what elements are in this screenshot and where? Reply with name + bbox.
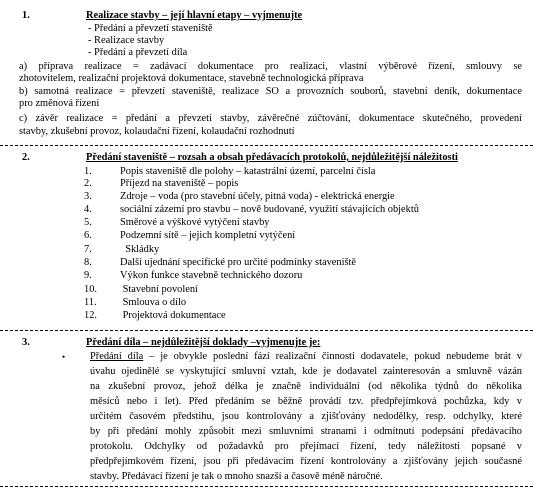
item-number: 3. (84, 191, 92, 202)
item-text: Podzemní sítě – jejich kompletní vytýčení (120, 230, 296, 241)
paragraph-line: stavby, zkušební provoz, kolaudační řízení, kolaudační rozhodnutí (19, 126, 295, 137)
list-item: - Předání a převzetí staveniště (88, 23, 213, 34)
paragraph-line: c) závěr realizace = předání a převzetí stavby, závěrečné zúčtování, dokumentace skutečného, provedení (19, 113, 522, 124)
item-number: 7. (84, 244, 92, 255)
paragraph-line: protokolu. Odchylky od požadavků pro přejímací řízení, tedy náležitosti popsané v (90, 441, 522, 452)
section-number: 3. (22, 337, 30, 348)
section-divider (0, 145, 533, 146)
paragraph-line: předpřejímkovém řízení, jsou při předávacím řízení kontrolovány a zjišťovány jejich současné (90, 456, 522, 467)
item-number: 5. (84, 217, 92, 228)
item-text: Skládky (120, 244, 160, 255)
list-item: - Předání a převzetí díla (88, 47, 188, 58)
item-number: 9. (84, 270, 92, 281)
bullet-icon: • (62, 352, 66, 362)
item-text: Zdroje – voda (pro stavební účely, pitná voda) - elektrická energie (120, 191, 395, 202)
section-title: Předání staveniště – rozsah a obsah předávacích protokolů, nejdůležitější náležitosti (86, 152, 458, 163)
paragraph-line (90, 351, 522, 363)
section-title: Předání díla – nejdůležitější doklady –vyjmenujte je: (86, 337, 321, 348)
paragraph-line: a) příprava realizace = zadávací dokumentace pro realizaci, vlastní výběrové řízení, smlouvy se (19, 61, 522, 72)
item-text: Výkon funkce stavebně technického dozoru (120, 270, 303, 281)
paragraph-line: stavby. Předávací řízení je tak o mnoho snazší a časově méně náročné. (90, 471, 383, 482)
paragraph-line: pro změnová řízení (19, 98, 100, 109)
paragraph-line: zhotovitelem, realizační projektová dokumentace, stavebně technologická příprava (19, 73, 364, 84)
paragraph-line: na zkušební provoz, jehož délka je značně individuální (od několika týdnů do několika (90, 381, 522, 392)
item-text: Projektová dokumentace (120, 310, 226, 321)
item-number: 8. (84, 257, 92, 268)
item-text: Smlouva o dílo (120, 297, 187, 308)
paragraph-line: úvahu ojedinělé se vyskytující smluvní vztah, kde je dodavatel zainteresován a smluvně vázán (90, 366, 522, 377)
section-divider (0, 486, 533, 487)
item-text: Popis staveniště dle polohy – katastrální území, parcelní čísla (120, 166, 376, 177)
paragraph-line: by při předání mohly způsobit mezi smluvními stranami i odmítnutí podepsání předávacího (90, 426, 522, 437)
item-number: 10. (84, 284, 97, 295)
item-text: Příjezd na staveniště – popis (120, 178, 239, 189)
line-text: – je obvykle poslední fází realizační činnosti dodavatele, pokud nebudeme brát v (143, 351, 522, 362)
lead-term: Předání díla (90, 351, 144, 362)
item-text: sociální zázemí pro stavbu – nově budované, využití stávajících objektů (120, 204, 419, 215)
item-text: Stavební povolení (120, 284, 198, 295)
item-text: Další ujednání specifické pro určité podmínky staveniště (120, 257, 357, 268)
item-number: 2. (84, 178, 92, 189)
item-text: Směrové a výškové vytýčení stavby (120, 217, 270, 228)
section-divider (0, 330, 533, 331)
section-number: 2. (22, 152, 30, 163)
item-number: 12. (84, 310, 97, 321)
paragraph-line: měsíců nebo i let). Před předáním se běžně provádí tzv. předpřejímková pochůzka, kdy v (90, 396, 522, 407)
item-number: 11. (84, 297, 97, 308)
section-number: 1. (22, 10, 30, 21)
item-number: 6. (84, 230, 92, 241)
item-number: 1. (84, 166, 92, 177)
section-title: Realizace stavby – její hlavní etapy – vyjmenujte (86, 10, 303, 21)
paragraph-line: b) samotná realizace = převzetí staveniště, realizace SO a provozních souborů, stavební deník, dokumentace (19, 86, 522, 97)
list-item: - Realizace stavby (88, 35, 165, 46)
paragraph-line: určitém časovém předstihu, jsou kontrolovány a zjišťovány nedodělky, resp. odchylky, které (90, 411, 522, 422)
item-number: 4. (84, 204, 92, 215)
